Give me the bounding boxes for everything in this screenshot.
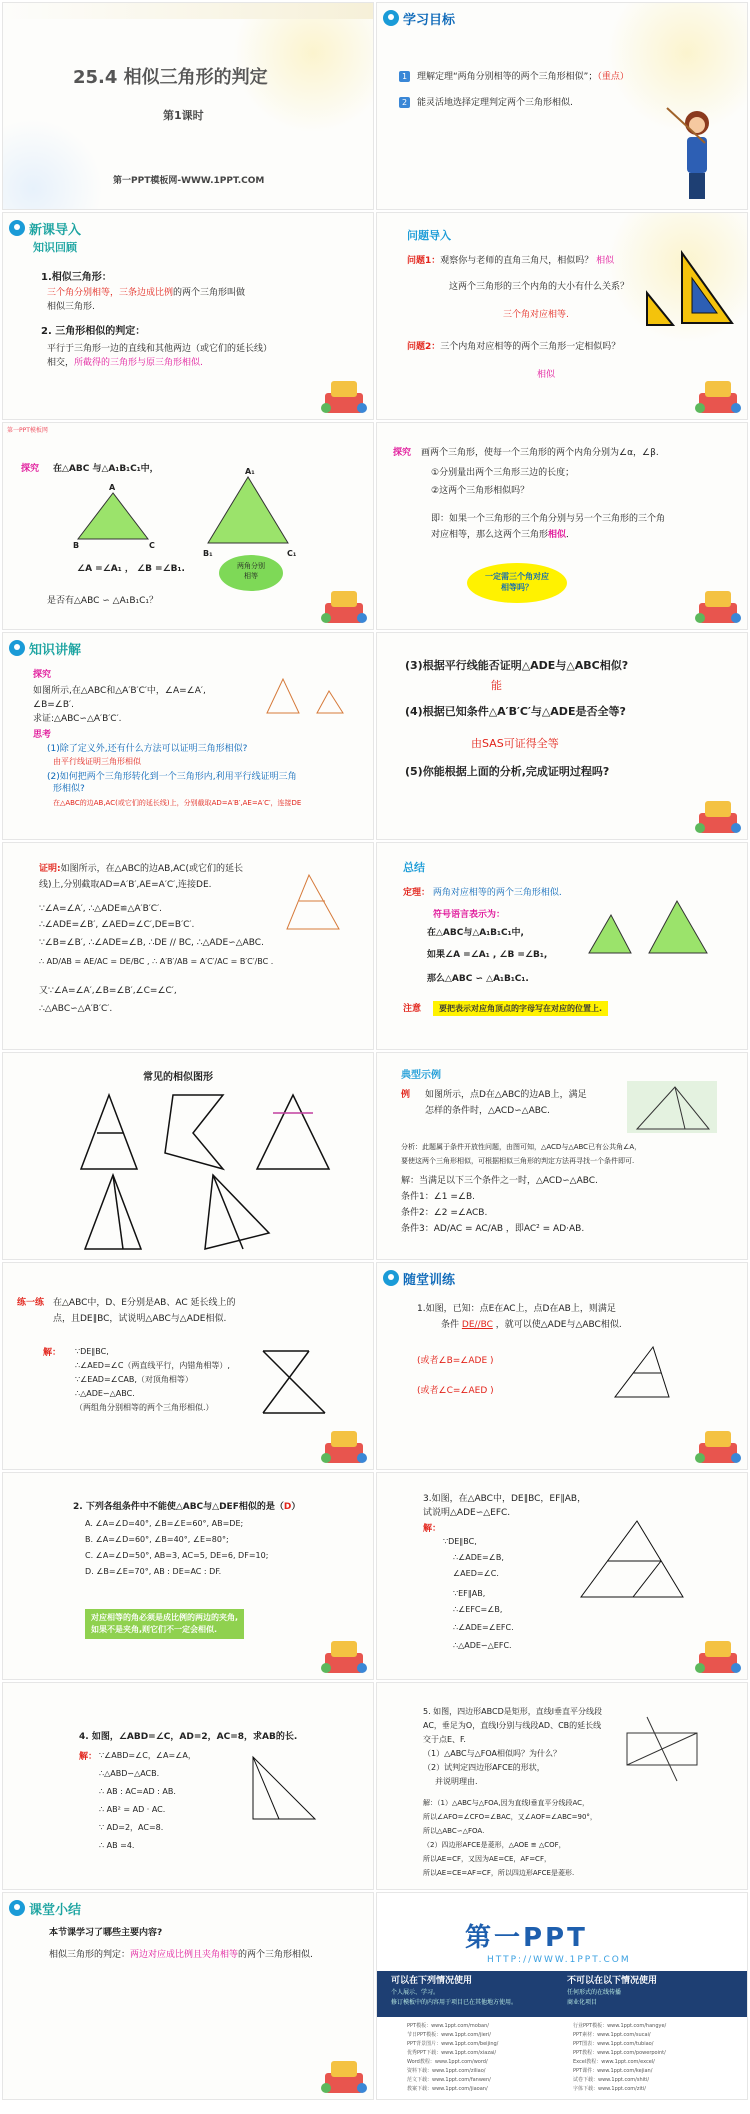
solution-line: ∴△ABD∽△ACB.: [99, 1769, 160, 1778]
can-use-item: 个人展示、学习。: [391, 1989, 440, 1996]
solution-line: ∠AED=∠C.: [453, 1569, 499, 1578]
link-item[interactable]: 节日PPT模板：www.1ppt.com/jieri/: [407, 2032, 491, 2038]
solution-line: ∴ AB : AC=AD : AB.: [99, 1787, 176, 1796]
cannot-use-item: 商业化项目: [567, 1999, 598, 2006]
section-label: 知识回顾: [33, 241, 77, 254]
header-badge-icon: [383, 10, 399, 26]
can-use-title: 可以在下列情况使用: [391, 1976, 473, 1986]
solution-line: ∵∠EAD=∠CAB,（对顶角相等）: [75, 1375, 193, 1384]
option-a[interactable]: A. ∠A=∠D=40°, ∠B=∠E=60°, AB=DE;: [85, 1519, 244, 1528]
section-header: 知识讲解: [9, 639, 81, 657]
link-item[interactable]: 资料下载：www.1ppt.com/ziliao/: [407, 2068, 486, 2074]
definition-line-2: 相似三角形.: [47, 302, 95, 312]
theorem-line: 定理： 两角对应相等的两个三角形相似.: [403, 888, 562, 898]
exercise-figure: [577, 1517, 687, 1601]
slide-14-exercise-1[interactable]: [376, 1262, 748, 1470]
section-label: 典型示例: [401, 1070, 441, 1081]
solution-label: 解：: [79, 1752, 98, 1762]
proof-line: ∴△ABC∽△A′B′C′.: [39, 1004, 113, 1014]
option-b[interactable]: B. ∠A=∠D=60°, ∠B=40°, ∠E=80°;: [85, 1535, 229, 1544]
question-line: (1)除了定义外,还有什么方法可以证明三角形相似?: [47, 744, 248, 754]
text-line: 交于点E、F.: [423, 1735, 466, 1744]
links-panel: [377, 2017, 748, 2100]
solution-line: ∵ AD=2，AC=8.: [99, 1823, 164, 1832]
text-line: 4. 如图，∠ABD=∠C，AD=2，AC=8，求AB的长.: [79, 1732, 298, 1742]
decorative-cartoon-icon: [321, 373, 367, 413]
teacher-illustration: [667, 103, 737, 203]
proof-line: 又∵∠A=∠A′,∠B=∠B′,∠C=∠C′,: [39, 986, 177, 996]
link-item[interactable]: 字体下载：www.1ppt.com/ziti/: [573, 2086, 646, 2092]
section-label: 总结: [403, 861, 425, 874]
vertex-label: C: [149, 541, 155, 550]
solution-label: 解：: [423, 1524, 442, 1534]
link-item[interactable]: PPT背景图片：www.1ppt.com/beijing/: [407, 2041, 499, 2047]
decorative-cartoon-icon: [695, 1633, 741, 1673]
triangle-a1b1c1: [203, 473, 303, 553]
statement: 在△ABC 与△A₁B₁C₁中，: [53, 464, 159, 474]
answer-2: 相似: [537, 370, 556, 380]
triangle-abc: [73, 489, 173, 549]
symbol-line: 如果∠A =∠A₁ , ∠B =∠B₁,: [427, 950, 548, 960]
link-item[interactable]: PPT模板：www.1ppt.com/moban/: [407, 2023, 489, 2029]
question: 本节课学习了哪些主要内容?: [49, 1928, 163, 1938]
text-line: 求证:△ABC∽△A′B′C′.: [33, 714, 122, 724]
text-line: 怎样的条件时，△ACD∽△ABC.: [425, 1106, 550, 1116]
header-badge-icon: [383, 1270, 399, 1286]
watermark-text: 第一PPT模板网: [7, 427, 48, 434]
condition-line: 条件1：∠1 =∠B.: [401, 1192, 476, 1202]
answer-line: 相似三角形的判定：两边对应成比例且夹角相等的两个三角形相似.: [49, 1950, 313, 1960]
question-5: (5)你能根据上面的分析,完成证明过程吗?: [405, 765, 610, 778]
proof-line: ∵∠A=∠A′, ∴△ADE≌△A′B′C′.: [39, 904, 162, 914]
slide-8-questions[interactable]: [376, 632, 748, 840]
solution-line: ∴△ADE∽△EFC.: [453, 1641, 512, 1650]
figure-3: [253, 1093, 333, 1173]
symbol-label: 符号语言表示为：: [433, 910, 506, 920]
link-item[interactable]: 教案下载：www.1ppt.com/jiaoan/: [407, 2086, 488, 2092]
label-think: 思考: [33, 730, 52, 740]
solution-line: 解：当满足以下三个条件之一时，△ACD∽△ABC.: [401, 1176, 598, 1186]
section-header: 学习目标: [383, 9, 455, 27]
vertex-label: A: [109, 483, 116, 492]
set-square-small-icon: [645, 291, 675, 327]
text-line: 如图所示，点D在△ABC的边AB上，满足: [425, 1090, 587, 1100]
slide-17-exercise-4[interactable]: [2, 1682, 374, 1890]
triangle-a1b1c1: [647, 899, 711, 957]
tip-box: 对应相等的角必须是成比例的两边的夹角, 如果不是夹角,则它们不一定会相似.: [85, 1609, 244, 1639]
brand-url: HTTP://WWW.1PPT.COM: [487, 1955, 631, 1965]
solution-line: 所以∠AFO=∠CFO=∠BAC，又∠AOF=∠ABC=90°，: [423, 1813, 597, 1821]
slide-20-credits[interactable]: [376, 1892, 748, 2100]
slide-15-exercise-2[interactable]: [2, 1472, 374, 1680]
slide-title: 常见的相似图形: [143, 1072, 213, 1083]
solution-line: ∴∠AED=∠C（两直线平行，内错角相等）,: [75, 1361, 230, 1370]
answer-1b: 三个角对应相等.: [503, 310, 569, 320]
link-item[interactable]: Excel教程：www.1ppt.com/excel/: [573, 2059, 655, 2065]
answer-3: 能: [491, 679, 502, 692]
question-line: 形相似?: [53, 784, 85, 794]
text-line: 试说明△ADE∽△EFC.: [423, 1508, 511, 1518]
solution-line: ∴△ADE∽△ABC.: [75, 1389, 135, 1398]
solution-line: ∵DE∥BC,: [75, 1347, 109, 1356]
question-title: 2. 下列各组条件中不能使△ABC与△DEF相似的是（D）: [73, 1502, 301, 1512]
solution-line: （2）四边形AFCE是菱形，△AOE ≌ △COF，: [423, 1841, 566, 1849]
link-item[interactable]: PPT素材：www.1ppt.com/sucai/: [573, 2032, 651, 2038]
decorative-cartoon-icon: [695, 793, 741, 833]
decorative-cartoon-icon: [321, 1633, 367, 1673]
vertex-label: B: [73, 541, 80, 550]
slide-5-explore[interactable]: [2, 422, 374, 630]
solution-label: 解：: [43, 1348, 62, 1358]
slide-subtitle: 第1课时: [163, 109, 204, 122]
figure-1: [79, 1093, 139, 1173]
proof-figure: [283, 873, 343, 933]
section-header: 随堂训练: [383, 1269, 455, 1287]
credit-text: 第一PPT模板网-WWW.1PPT.COM: [113, 176, 265, 186]
question-2: 问题2：三个内角对应相等的两个三角形一定相似吗？: [407, 342, 621, 352]
slide-4-questions[interactable]: [376, 212, 748, 420]
text-line: ①分别量出两个三角形三边的长度；: [431, 468, 575, 478]
slide-6-explore-draw[interactable]: [376, 422, 748, 630]
proof-line: ∴ AD/AB = AE/AC = DE/BC , ∴ A′B′/AB = A′C′/AC = B′C′/BC .: [39, 957, 274, 966]
solution-line: （两组角分别相等的两个三角形相似.）: [75, 1403, 214, 1412]
cloud-callout: 一定需三个角对应 相等吗？: [467, 563, 567, 603]
option-c[interactable]: C. ∠A=∠D=50°, AB=3, AC=5, DE=6, DF=10;: [85, 1551, 269, 1560]
text-line: （2）试判定四边形AFCE的形状，: [423, 1763, 545, 1772]
solution-line: ∴∠ADE=∠EFC.: [453, 1623, 514, 1632]
text-line: 即：如果一个三角形的三个角分别与另一个三角形的三个角: [431, 514, 666, 524]
slide-12-example[interactable]: [376, 1052, 748, 1260]
proof-line: 线)上,分别截取AD=A′B′,AE=A′C′,连接DE.: [39, 880, 212, 890]
text-line: 1.如图，已知：点E在AC上，点D在AB上，则满足: [417, 1304, 616, 1314]
slide-1-title[interactable]: [2, 2, 374, 210]
slide-7-explain[interactable]: [2, 632, 374, 840]
note-label: 注意: [403, 1004, 422, 1014]
text-line: 点，且DE∥BC，试说明△ABC与△ADE相似.: [53, 1314, 227, 1324]
triangle-abc: [587, 913, 637, 957]
link-item[interactable]: 范文下载：www.1ppt.com/fanwen/: [407, 2077, 491, 2083]
section-label: 问题导入: [407, 229, 451, 242]
text-line: 5. 如图，四边形ABCD是矩形，直线l垂直平分线段: [423, 1707, 602, 1716]
answer-line: 由平行线证明三角形相似: [53, 757, 141, 766]
practice-figure: [259, 1347, 329, 1417]
question: 是否有△ABC ∽ △A₁B₁C₁？: [47, 596, 159, 606]
analysis-line: 分析：此题属于条件开放性问题，由图可知，△ACD与△ABC已有公共角∠A，: [401, 1143, 642, 1151]
text-line: 在△ABC中，D、E分别是AB、AC 延长线上的: [53, 1298, 236, 1308]
solution-line: 所以△ABC∽△FOA.: [423, 1827, 485, 1835]
solution-line: ∵∠ABD=∠C，∠A=∠A，: [99, 1751, 196, 1760]
text-line: 对应相等，那么这两个三角形相似．: [431, 530, 576, 540]
example-label: 例: [401, 1090, 411, 1100]
heading-1: 1.相似三角形：: [41, 272, 112, 283]
objective-1: 理解定理“两角分别相等的两个三角形相似”；（重点）: [417, 72, 629, 82]
slide-title: 25.4 相似三角形的判定: [73, 67, 268, 88]
text-line: （1）△ABC与△FOA相似吗？为什么？: [423, 1749, 562, 1758]
section-header: 新课导入: [9, 219, 81, 237]
decorative-cartoon-icon: [695, 583, 741, 623]
rectangle-figure: [607, 1713, 717, 1783]
question-line: (2)如何把两个三角形转化到一个三角形内,利用平行线证明三角: [47, 772, 297, 782]
slide-16-exercise-3[interactable]: [376, 1472, 748, 1680]
solution-line: 所以AE=CF，又因为AE=CE，AF=CF，: [423, 1855, 551, 1863]
slide-19-summary[interactable]: [2, 1892, 374, 2100]
label-explore: 探究: [33, 670, 52, 680]
symbol-line: 那么△ABC ∽ △A₁B₁C₁.: [427, 974, 529, 984]
header-badge-icon: [9, 220, 25, 236]
link-item[interactable]: 试卷下载：www.1ppt.com/shiti/: [573, 2077, 650, 2083]
link-item[interactable]: Word教程：www.1ppt.com/word/: [407, 2059, 488, 2065]
option-d[interactable]: D. ∠B=∠E=70°, AB : DE=AC : DF.: [85, 1567, 222, 1576]
text-line: 画两个三角形，使每一个三角形的两个内角分别为∠α，∠β.: [421, 448, 659, 458]
criterion-line-1: 平行于三角形一边的直线和其他两边（或它们的延长线）: [47, 344, 273, 354]
question-1b: 这两个三角形的三个内角的大小有什么关系？: [449, 282, 630, 292]
number-badge: 2: [399, 97, 410, 108]
text-line: 3.如图，在△ABC中，DE∥BC，EF∥AB，: [423, 1494, 587, 1504]
section-header: 课堂小结: [9, 1899, 81, 1917]
condition-line: 条件3：AD/AC = AC/AB ，即AC² = AD·AB.: [401, 1224, 585, 1234]
slide-13-practice[interactable]: [2, 1262, 374, 1470]
vertex-label: C₁: [287, 549, 297, 558]
figure-2: [163, 1093, 233, 1173]
figure-4: [83, 1173, 143, 1253]
proof-line: ∵∠B=∠B′, ∴∠ADE=∠B, ∴DE // BC, ∴△ADE∽△ABC.: [39, 938, 264, 948]
set-square-icon: [677, 253, 737, 323]
vertex-label: A₁: [245, 467, 255, 476]
link-item[interactable]: 优秀PPT下载：www.1ppt.com/xiazai/: [407, 2050, 497, 2056]
decorative-cartoon-icon: [321, 1423, 367, 1463]
link-item[interactable]: PPT教程：www.1ppt.com/powerpoint/: [573, 2050, 666, 2056]
decorative-cartoon-icon: [321, 583, 367, 623]
slide-2-objectives[interactable]: [376, 2, 748, 210]
answer-line: 在△ABC的边AB,AC(或它们的延长线)上，分别截取AD=A′B′,AE=A′C′，连接DE: [53, 799, 302, 807]
slide-10-summary[interactable]: [376, 842, 748, 1050]
heading-2: 2. 三角形相似的判定：: [41, 326, 146, 337]
brand-logo: 第一PPT: [465, 1923, 588, 1953]
solution-line: ∴ AB² = AD · AC.: [99, 1805, 166, 1814]
practice-label: 练一练: [17, 1298, 45, 1308]
solution-line: ∵DE∥BC,: [443, 1537, 477, 1546]
decorative-cartoon-icon: [695, 1423, 741, 1463]
triangle-pair-figure: [263, 677, 353, 717]
cannot-use-item: 任何形式的在线传播: [567, 1989, 622, 1996]
analysis-line: 要使这两个三角形相似，可根据相似三角形的判定方法再寻找一个条件即可.: [401, 1157, 635, 1165]
note-box: 要把表示对应角顶点的字母写在对应的位置上.: [433, 1001, 608, 1016]
question-3: (3)根据平行线能否证明△ADE与△ABC相似?: [405, 659, 629, 672]
decorative-cartoon-icon: [321, 2053, 367, 2093]
slide-18-exercise-5[interactable]: [376, 1682, 748, 1890]
text-line: 条件 DE//BC ，就可以使△ADE与△ABC相似.: [441, 1320, 622, 1330]
exercise-figure: [613, 1345, 673, 1401]
text-line: 如图所示,在△ABC和△A′B′C′中，∠A=∠A′,: [33, 686, 206, 696]
figure-5: [203, 1173, 273, 1253]
decorative-cartoon-icon: [695, 373, 741, 413]
question-4: (4)根据已知条件△A′B′C′与△ADE是否全等?: [405, 705, 626, 718]
question-1: 问题1：观察你与老师的直角三角尺，相似吗？ 相似: [407, 256, 615, 266]
bubble-callout: 两角分别 相等: [219, 555, 283, 591]
cannot-use-title: 不可以在以下情况使用: [567, 1976, 658, 1986]
exercise-figure: [249, 1753, 319, 1823]
answer-alt: (或者∠B=∠ADE ): [417, 1356, 494, 1366]
definition-line-1: 三个角分别相等，三条边成比例的两个三角形叫做: [47, 288, 246, 298]
condition-2: ∠B =∠B₁.: [137, 564, 185, 574]
text-line: AC，垂足为O，直线l分别与线段AD、CB的延长线: [423, 1721, 602, 1730]
slide-3-review[interactable]: [2, 212, 374, 420]
link-item[interactable]: 行业PPT模板：www.1ppt.com/hangye/: [573, 2023, 667, 2029]
condition-1: ∠A =∠A₁ ，: [77, 564, 134, 574]
proof-line: 证明:如图所示，在△ABC的边AB,AC(或它们的延长: [39, 864, 243, 874]
text-line: 并说明理由.: [435, 1777, 478, 1786]
label-explore: 探究: [393, 448, 412, 458]
header-badge-icon: [9, 640, 25, 656]
objective-2: 能灵活地选择定理判定两个三角形相似.: [417, 98, 573, 108]
solution-line: 解：（1）△ABC与△FOA,因为直线l垂直平分线段AC，: [423, 1799, 589, 1807]
condition-line: 条件2：∠2 =∠ACB.: [401, 1208, 488, 1218]
label-explore: 探究: [21, 464, 40, 474]
can-use-item: 修订模板中的内容用于项目已在其他地方使用。: [391, 1999, 518, 2006]
answer-alt: (或者∠C=∠AED ): [417, 1386, 494, 1396]
text-line: ∠B=∠B′.: [33, 700, 74, 710]
vertex-label: B₁: [203, 549, 213, 558]
link-item[interactable]: PPT图表：www.1ppt.com/tubiao/: [573, 2041, 654, 2047]
example-triangle: [635, 1085, 711, 1131]
text-line: ②这两个三角形相似吗？: [431, 486, 530, 496]
solution-line: ∴∠ADE=∠B,: [453, 1553, 504, 1562]
solution-line: 所以AE=CE=AF=CF，所以四边形AFCE是菱形.: [423, 1869, 575, 1877]
solution-line: ∴∠EFC=∠B,: [453, 1605, 503, 1614]
slide-9-proof[interactable]: [2, 842, 374, 1050]
slide-11-common-figures[interactable]: [2, 1052, 374, 1260]
link-item[interactable]: PPT课件：www.1ppt.com/kejian/: [573, 2068, 653, 2074]
number-badge: 1: [399, 71, 410, 82]
criterion-line-2: 相交，所截得的三角形与原三角形相似.: [47, 358, 203, 368]
solution-line: ∵EF∥AB,: [453, 1589, 486, 1598]
answer-4: 由SAS可证得全等: [471, 737, 559, 750]
header-badge-icon: [9, 1900, 25, 1916]
proof-line: ∴∠ADE=∠B′, ∠AED=∠C′,DE=B′C′.: [39, 920, 195, 930]
solution-line: ∴ AB =4.: [99, 1841, 135, 1850]
symbol-line: 在△ABC与△A₁B₁C₁中,: [427, 928, 524, 938]
